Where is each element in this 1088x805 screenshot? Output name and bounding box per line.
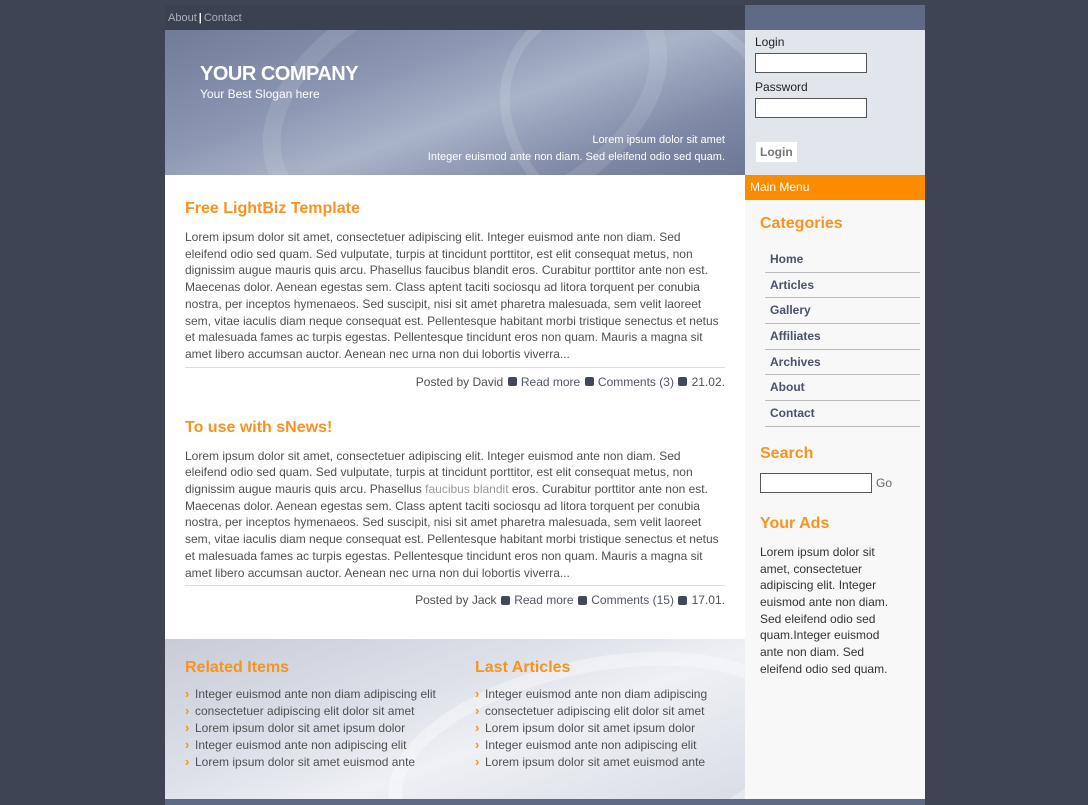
post-meta (185, 368, 725, 389)
post-body (185, 448, 725, 587)
last-articles-title: Last Articles (475, 659, 571, 676)
last-articles-list (475, 686, 745, 771)
categories-list (765, 247, 920, 427)
category-item (765, 375, 920, 401)
related-item[interactable]: › Lorem ipsum dolor sit amet euismod ante (185, 754, 465, 771)
category-item (765, 298, 920, 324)
post-date: 17.01. (691, 593, 725, 608)
related-items-title: Related Items (185, 659, 290, 676)
posted-by-label: Posted by (415, 593, 469, 608)
related-item[interactable]: › Integer euismod ante non adipiscing elit (185, 737, 465, 754)
post-body-text: eros. Curabitur porttitor ante non est. Maecenas dolor. Aenean egestas sem. Class aptent taciti sociosqu ad litora torquent per conubia nostra, per inceptos hymenaeos. Sed suscipit, nisi sit amet pharetra malesuada, sem velit laoreet sem, vitae iaculis diam neque consequat est. Pellentesque habitant morbi tristique senectus et netus et malesuada fames ac turpis egestas. Pellentesque tincidunt eros non quam. Mauris a magna sit amet libero accumsan auctor. Aenean nec urna non dui lobortis viverra... (185, 482, 719, 580)
post-body: Lorem ipsum dolor sit amet, consectetuer adipiscing elit. Integer euismod ante non diam. Sed eleifend odio sed quam. Sed vulputate, turpis at tincidunt porttitor, est elit consequat metus, non dignissim augue mauris quis arcu. Phasellus faucibus blandit eros. Curabitur porttitor ante non est. Maecenas dolor. Aenean egestas sem. Class aptent taciti sociosqu ad litora torquent per conubia nostra, per inceptos hymenaeos. Sed suscipit, nisi sit amet pharetra malesuada, sem velit laoreet sem, vitae iaculis diam neque consequat est. Pellentesque habitant morbi tristique senectus et netus et malesuada fames ac turpis egestas. Pellentesque tincidunt eros non quam. Mauris a magna sit amet libero accumsan auctor. Aenean nec urna non dui lobortis viverra... (185, 229, 725, 368)
header-text (428, 132, 725, 166)
posted-by-label: Posted by (415, 374, 470, 389)
post (185, 200, 725, 389)
category-item (765, 247, 920, 273)
main-menu-bar: Main Menu (745, 175, 925, 200)
related-item[interactable]: › Lorem ipsum dolor sit amet ipsum dolor (185, 720, 465, 737)
sidebar (745, 175, 925, 799)
post-author: David (472, 374, 504, 389)
arrow-down-icon (501, 596, 510, 605)
login-top-bar (745, 5, 925, 30)
post (185, 419, 725, 608)
post-body-highlight: faucibus blandit (425, 482, 509, 497)
login-label: Login (755, 35, 785, 49)
post-meta (185, 586, 725, 607)
post-author: Jack (471, 593, 497, 608)
ads-title: Your Ads (760, 514, 830, 532)
category-item (765, 350, 920, 376)
login-input[interactable] (755, 53, 867, 73)
page-wrapper (165, 5, 925, 805)
post-date: 21.02. (691, 374, 725, 389)
comments-link[interactable]: Comments (3) (597, 374, 674, 389)
category-link-about[interactable]: About (770, 380, 805, 395)
search-input[interactable] (760, 473, 872, 493)
search-go-button[interactable]: Go (876, 475, 893, 490)
bottom-bar (165, 799, 925, 805)
top-nav-about-link[interactable]: About (168, 12, 197, 24)
last-article-item[interactable]: › Lorem ipsum dolor sit amet euismod ante (475, 754, 745, 771)
related-item[interactable]: › Integer euismod ante non diam adipiscing elit (185, 686, 465, 703)
header-text-line: Integer euismod ante non diam. Sed eleifend odio sed quam. (427, 151, 725, 163)
password-input[interactable] (755, 98, 867, 118)
login-button[interactable]: Login (755, 141, 798, 163)
comments-link[interactable]: Comments (15) (591, 593, 674, 608)
search-title: Search (760, 444, 814, 462)
last-articles (475, 659, 745, 771)
last-article-item[interactable]: › Integer euismod ante non adipiscing elit (475, 737, 745, 754)
search-row (760, 473, 925, 493)
arrow-right-icon (585, 377, 594, 386)
header-banner (165, 30, 745, 175)
footer-area (165, 639, 745, 799)
post-title: Free LightBiz Template (185, 200, 360, 217)
category-item (765, 401, 920, 427)
category-link-articles[interactable]: Articles (770, 277, 815, 292)
ads-text: Lorem ipsum dolor sit amet, consectetuer adipiscing elit. Integer euismod ante non diam. Sed eleifend odio sed quam.Integer euismod ante non diam. Sed eleifend odio sed quam. (760, 544, 889, 676)
category-item (765, 273, 920, 299)
categories-title: Categories (760, 215, 843, 232)
arrow-down-icon (508, 377, 517, 386)
read-more-link[interactable]: Read more (514, 593, 574, 608)
top-nav (168, 12, 242, 24)
main-content (165, 175, 745, 639)
post-body-text: Lorem ipsum dolor sit amet, consectetuer adipiscing elit. Integer euismod ante non diam. Sed eleifend odio sed quam. Sed vulputate, turpis at tincidunt porttitor, est elit consequat metus, non dignissim augue mauris quis arcu. Phasellus (185, 448, 693, 497)
last-article-item[interactable]: › consectetuer adipiscing elit dolor sit amet (475, 703, 745, 720)
read-more-link[interactable]: Read more (520, 374, 581, 389)
company-slogan: Your Best Slogan here (200, 87, 320, 101)
category-link-gallery[interactable]: Gallery (770, 303, 811, 318)
last-article-item[interactable]: › Lorem ipsum dolor sit amet ipsum dolor (475, 720, 745, 737)
clock-icon (678, 596, 687, 605)
top-nav-separator: | (198, 12, 202, 24)
password-label: Password (755, 80, 808, 94)
login-panel (745, 30, 925, 175)
category-link-contact[interactable]: Contact (770, 406, 815, 421)
category-link-archives[interactable]: Archives (770, 354, 821, 369)
related-items-list (185, 686, 465, 771)
clock-icon (678, 377, 687, 386)
company-name: YOUR COMPANY (200, 63, 359, 85)
top-bar (165, 5, 745, 30)
related-items (185, 659, 465, 771)
category-item (765, 324, 920, 350)
category-link-home[interactable]: Home (770, 252, 804, 266)
arrow-right-icon (578, 596, 587, 605)
category-link-affiliates[interactable]: Affiliates (770, 329, 821, 344)
last-article-item[interactable]: › Integer euismod ante non diam adipiscing (475, 686, 745, 703)
header-text-line: Lorem ipsum dolor sit amet (592, 134, 725, 146)
top-nav-contact-link[interactable]: Contact (203, 12, 242, 24)
related-item[interactable]: › consectetuer adipiscing elit dolor sit amet (185, 703, 465, 720)
post-title: To use with sNews! (185, 418, 333, 436)
